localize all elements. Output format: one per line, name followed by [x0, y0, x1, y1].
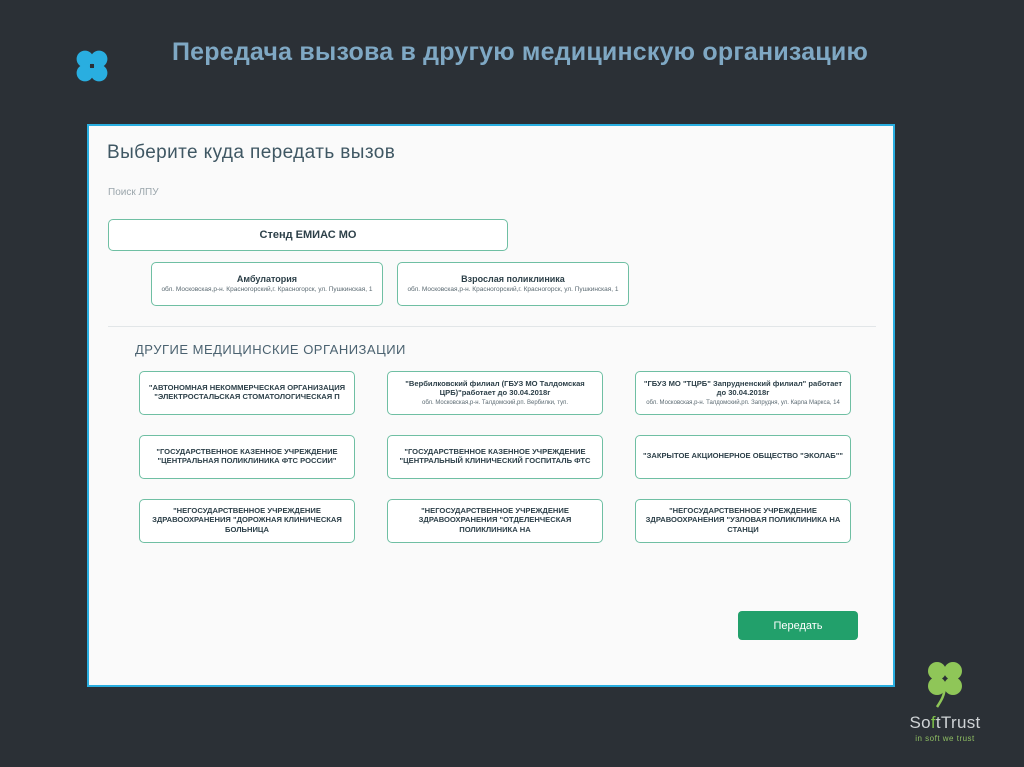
softtrust-wordmark	[890, 713, 1000, 733]
stand-emias-button[interactable]	[108, 219, 508, 251]
sub-unit-card[interactable]	[397, 262, 629, 306]
sub-units-row	[151, 262, 831, 306]
slide-header	[0, 30, 1024, 120]
clover-icon	[70, 44, 114, 88]
stand-emias-label: Стенд ЕМИАС МО	[259, 229, 357, 241]
organization-name: "ГОСУДАРСТВЕННОЕ КАЗЕННОЕ УЧРЕЖДЕНИЕ "ЦЕНТРАЛЬНАЯ ПОЛИКЛИНИКА ФТС РОССИИ"	[156, 446, 338, 465]
organization-name: "НЕГОСУДАРСТВЕННОЕ УЧРЕЖДЕНИЕ ЗДРАВООХРАНЕНИЯ "ДОРОЖНАЯ КЛИНИЧЕСКАЯ БОЛЬНИЦА	[152, 505, 342, 534]
clover-icon	[917, 655, 973, 711]
organization-card[interactable]	[635, 435, 851, 479]
organization-name: "АВТОНОМНАЯ НЕКОММЕРЧЕСКАЯ ОРГАНИЗАЦИЯ "ЭЛЕКТРОСТАЛЬСКАЯ СТОМАТОЛОГИЧЕСКАЯ П	[148, 382, 346, 401]
section-divider	[108, 326, 876, 327]
brand-f: f	[930, 713, 936, 732]
section-title-other-organizations: ДРУГИЕ МЕДИЦИНСКИЕ ОРГАНИЗАЦИИ	[135, 342, 406, 357]
organization-card[interactable]	[139, 435, 355, 479]
organization-name: "ЗАКРЫТОЕ АКЦИОНЕРНОЕ ОБЩЕСТВО "ЭКОЛАБ""	[643, 451, 843, 461]
organization-name: "ГОСУДАРСТВЕННОЕ КАЗЕННОЕ УЧРЕЖДЕНИЕ "ЦЕНТРАЛЬНЫЙ КЛИНИЧЕСКИЙ ГОСПИТАЛЬ ФТС	[399, 446, 591, 465]
sub-unit-name: Взрослая поликлиника	[461, 273, 565, 284]
organization-card[interactable]	[139, 499, 355, 543]
organization-card[interactable]	[387, 435, 603, 479]
sub-unit-address: обл. Московская,р-н. Красногорский,г. Красногорск, ул. Пушкинская, 1	[407, 286, 619, 294]
transfer-button[interactable]: Передать	[738, 611, 858, 640]
organization-name: "Вербилковский филиал (ГБУЗ МО Талдомская ЦРБ)"работает до 30.04.2018г	[405, 378, 585, 398]
organization-address: обл. Московская,р-н. Талдомский,рп. Запрудня, ул. Карла Маркса, 14	[646, 399, 840, 406]
organization-name: "НЕГОСУДАРСТВЕННОЕ УЧРЕЖДЕНИЕ ЗДРАВООХРАНЕНИЯ "УЗЛОВАЯ ПОЛИКЛИНИКА НА СТАНЦИ	[645, 505, 841, 534]
organization-card[interactable]	[635, 499, 851, 543]
panel-title: Выберите куда передать вызов	[107, 142, 396, 163]
organization-card[interactable]	[635, 371, 851, 415]
organization-card[interactable]	[387, 371, 603, 415]
organization-name: "ГБУЗ МО "ТЦРБ" Запрудненский филиал" работает до 30.04.2018г	[643, 378, 843, 398]
sub-unit-address: обл. Московская,р-н. Красногорский,г. Красногорск, ул. Пушкинская, 1	[161, 286, 373, 294]
sub-unit-name: Амбулатория	[236, 273, 298, 284]
organization-card[interactable]	[139, 371, 355, 415]
organization-address: обл. Московская,р-н. Талдомский,рп. Вербилки, туп.	[421, 399, 568, 406]
app-window	[89, 126, 893, 685]
app-screenshot-frame	[87, 124, 895, 687]
brand-trust: tTrust	[935, 713, 981, 732]
softtrust-tagline: in soft we trust	[915, 734, 975, 743]
organization-card[interactable]	[387, 499, 603, 543]
organization-name: "НЕГОСУДАРСТВЕННОЕ УЧРЕЖДЕНИЕ ЗДРАВООХРАНЕНИЯ "ОТДЕЛЕНЧЕСКАЯ ПОЛИКЛИНИКА НА	[418, 505, 572, 534]
search-input-label: Поиск ЛПУ	[108, 187, 159, 198]
softtrust-logo	[890, 655, 1000, 743]
brand-so: So	[909, 713, 931, 732]
page-title: Передача вызова в другую медицинскую организацию	[172, 38, 868, 66]
sub-unit-card[interactable]	[151, 262, 383, 306]
